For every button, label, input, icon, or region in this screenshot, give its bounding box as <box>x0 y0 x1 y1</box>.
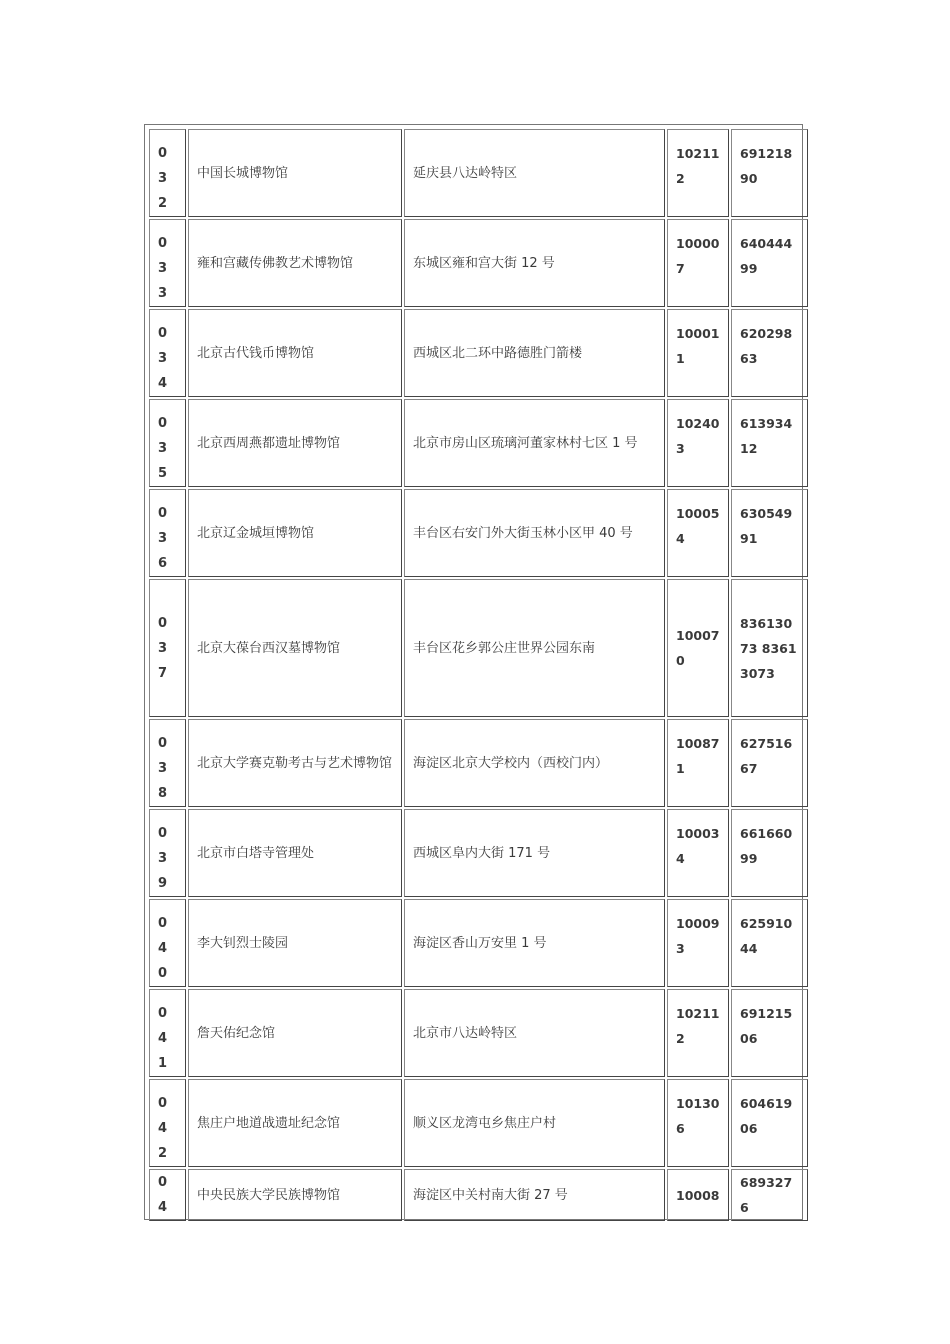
museum-address: 顺义区龙湾屯乡焦庄户村 <box>404 1079 665 1167</box>
phone-number: 83613073 83613073 <box>731 579 808 717</box>
postal-code: 102112 <box>667 989 729 1077</box>
museum-address: 延庆县八达岭特区 <box>404 129 665 217</box>
row-number: 037 <box>149 579 186 717</box>
museum-name: 北京大学赛克勒考古与艺术博物馆 <box>188 719 402 807</box>
phone-number: 66166099 <box>731 809 808 897</box>
table-row <box>149 579 808 717</box>
row-number: 032 <box>149 129 186 217</box>
phone-number: 62029863 <box>731 309 808 397</box>
table-row <box>149 1169 808 1221</box>
postal-code: 100034 <box>667 809 729 897</box>
row-number: 034 <box>149 309 186 397</box>
postal-code: 100007 <box>667 219 729 307</box>
row-number: 040 <box>149 899 186 987</box>
row-number: 042 <box>149 1079 186 1167</box>
phone-number: 62591044 <box>731 899 808 987</box>
row-number: 04 <box>149 1169 186 1221</box>
phone-number: 62751667 <box>731 719 808 807</box>
table-row <box>149 309 808 397</box>
museum-name: 中国长城博物馆 <box>188 129 402 217</box>
table-row <box>149 719 808 807</box>
row-number: 033 <box>149 219 186 307</box>
table-row <box>149 489 808 577</box>
table-row <box>149 1079 808 1167</box>
phone-number: 61393412 <box>731 399 808 487</box>
museum-name: 詹天佑纪念馆 <box>188 989 402 1077</box>
phone-number: 69121506 <box>731 989 808 1077</box>
phone-number: 64044499 <box>731 219 808 307</box>
table-row <box>149 989 808 1077</box>
museum-address: 北京市八达岭特区 <box>404 989 665 1077</box>
museum-address: 北京市房山区琉璃河董家林村七区 1 号 <box>404 399 665 487</box>
phone-number: 60461906 <box>731 1079 808 1167</box>
table-row <box>149 899 808 987</box>
museum-name: 雍和宫藏传佛教艺术博物馆 <box>188 219 402 307</box>
postal-code: 100093 <box>667 899 729 987</box>
museum-name: 中央民族大学民族博物馆 <box>188 1169 402 1221</box>
museum-name: 北京市白塔寺管理处 <box>188 809 402 897</box>
table-row <box>149 809 808 897</box>
table-row <box>149 219 808 307</box>
museum-name: 北京辽金城垣博物馆 <box>188 489 402 577</box>
row-number: 038 <box>149 719 186 807</box>
museum-name: 北京西周燕都遗址博物馆 <box>188 399 402 487</box>
museum-address: 海淀区香山万安里 1 号 <box>404 899 665 987</box>
postal-code: 100871 <box>667 719 729 807</box>
museum-table <box>144 124 803 1220</box>
postal-code: 10008 <box>667 1169 729 1221</box>
postal-code: 100070 <box>667 579 729 717</box>
phone-number: 63054991 <box>731 489 808 577</box>
row-number: 039 <box>149 809 186 897</box>
postal-code: 102112 <box>667 129 729 217</box>
row-number: 041 <box>149 989 186 1077</box>
museum-name: 焦庄户地道战遗址纪念馆 <box>188 1079 402 1167</box>
museum-address: 海淀区北京大学校内（西校门内） <box>404 719 665 807</box>
row-number: 035 <box>149 399 186 487</box>
museum-address: 丰台区右安门外大街玉林小区甲 40 号 <box>404 489 665 577</box>
phone-number: 69121890 <box>731 129 808 217</box>
postal-code: 100011 <box>667 309 729 397</box>
museum-address: 海淀区中关村南大街 27 号 <box>404 1169 665 1221</box>
museum-address: 西城区阜内大街 171 号 <box>404 809 665 897</box>
museum-table-grid <box>147 127 810 1223</box>
museum-name: 北京古代钱币博物馆 <box>188 309 402 397</box>
table-row <box>149 129 808 217</box>
museum-name: 李大钊烈士陵园 <box>188 899 402 987</box>
museum-name: 北京大葆台西汉墓博物馆 <box>188 579 402 717</box>
postal-code: 100054 <box>667 489 729 577</box>
museum-address: 丰台区花乡郭公庄世界公园东南 <box>404 579 665 717</box>
museum-address: 西城区北二环中路德胜门箭楼 <box>404 309 665 397</box>
postal-code: 102403 <box>667 399 729 487</box>
museum-address: 东城区雍和宫大街 12 号 <box>404 219 665 307</box>
row-number: 036 <box>149 489 186 577</box>
phone-number: 6893276 <box>731 1169 808 1221</box>
table-row <box>149 399 808 487</box>
postal-code: 101306 <box>667 1079 729 1167</box>
